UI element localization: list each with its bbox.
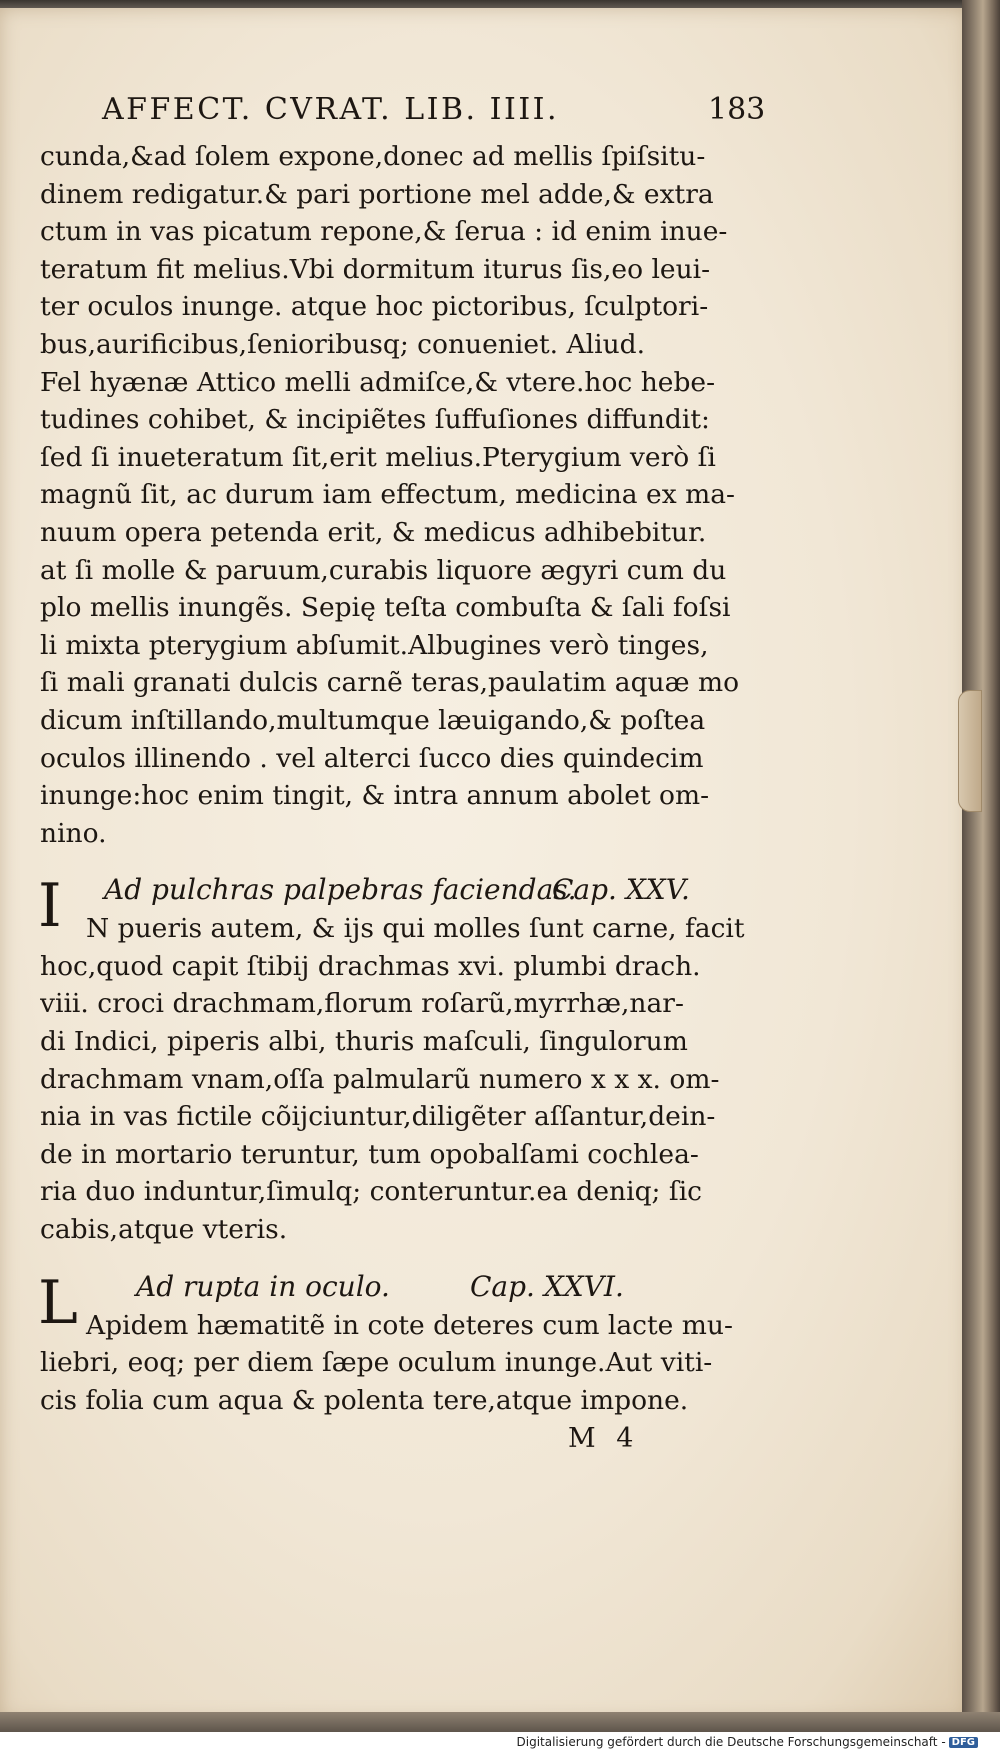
text-line: magnũ ſit, ac durum iam effectum, medicina ex ma- [40,479,735,511]
text-line: ria duo induntur,ſimulq; conteruntur.ea deniq; ſic [40,1176,703,1208]
chapter-number: Cap. XXV. [552,873,690,907]
dfg-logo-icon: DFG [949,1737,978,1748]
text-line: Apidem hæmatitẽ in cote deteres cum lacte mu- [86,1309,733,1341]
text-line: drachmam vnam,oſſa palmularũ numero x x x. om- [40,1063,720,1095]
book-fore-edge [962,0,1000,1756]
text-line: dicum inſtillando,multumque læuigando,& poſtea [40,704,706,736]
text-line: tudines cohibet, & incipiẽtes ſuffuſiones diffundit: [40,404,710,436]
text-line: plo mellis inungẽs. Sepię teſta combuſta & ſali foſsi [40,592,731,624]
text-line: ſed ſi inueteratum ſit,erit melius.Pterygium verò ſi [40,441,716,473]
text-line: nuum opera petenda erit, & medicus adhibebitur. [40,516,707,548]
text-line: teratum fit melius.Vbi dormitum iturus ſis,eo leui- [40,253,711,285]
text-line: ctum in vas picatum repone,& ſerua : id enim inue- [40,216,728,248]
text-line: cabis,atque vteris. [40,1214,288,1246]
running-head-title: AFFECT. CVRAT. LIB. IIII. [102,92,560,127]
text-line: de in mortario teruntur, tum opobalſami cochlea- [40,1138,699,1170]
text-line: ter oculos inunge. atque hoc pictoribus, ſculptori- [40,291,709,323]
page-tab [958,690,982,812]
text-line: oculos illinendo . vel alterci ſucco dies quindecim [40,742,704,774]
text-line: cis folia cum aqua & polenta tere,atque impone. [40,1384,689,1416]
page-text-block [38,82,766,1459]
body-paragraph [40,138,760,852]
page-number: 183 [708,92,766,127]
text-line: cunda,&ad ſolem expone,donec ad mellis ſpiſsitu- [40,141,706,172]
credit-text: Digitalisierung gefördert durch die Deutsche Forschungsgemeinschaft - [516,1735,946,1749]
chapter-section [40,870,760,1248]
drop-initial: I [38,871,62,942]
text-line: at ſi molle & paruum,curabis liquore ægyri cum du [40,554,727,586]
text-line: ſi mali granati dulcis carnẽ teras,paulatim aquæ mo [40,667,740,699]
chapter-section [40,1267,760,1420]
text-line: di Indici, piperis albi, thuris maſculi, ſingulorum [40,1026,688,1058]
running-head [40,82,766,138]
chapter-number: Cap. XXVI. [470,1269,624,1303]
scan-bottom-edge [0,1712,1000,1732]
signature-mark [40,1419,760,1459]
text-line: Fel hyænæ Attico melli admiſce,& vtere.hoc hebe- [40,366,716,398]
digitization-credit [517,1735,979,1749]
text-line: inunge:hoc enim tingit, & intra annum abolet om- [40,780,710,812]
text-line: nia in vas fictile cõijciuntur,diligẽter aſſantur,dein- [40,1101,716,1133]
text-line: bus,aurificibus,ſenioribusq; conueniet. Aliud. [40,328,646,360]
text-line: nino. [40,817,107,849]
text-line: viii. croci drachmam,florum roſarũ,myrrhæ,nar- [40,988,684,1020]
drop-initial: L [38,1267,78,1338]
text-line: liebri, eoq; per diem ſæpe oculum inunge.Aut viti- [40,1347,713,1379]
chapter-title: Ad pulchras palpebras faciendas. [104,873,577,907]
chapter-title: Ad rupta in oculo. [136,1269,390,1303]
text-line: dinem redigatur.& pari portione mel adde,& extra [40,178,714,210]
text-line: N pueris autem, & ijs qui molles ſunt carne, facit [86,913,745,945]
signature-text: M 4 [568,1423,640,1455]
text-line: hoc,quod capit ſtibij drachmas xvi. plumbi drach. [40,950,701,982]
text-line: li mixta pterygium abſumit.Albugines verò tinges, [40,629,709,661]
